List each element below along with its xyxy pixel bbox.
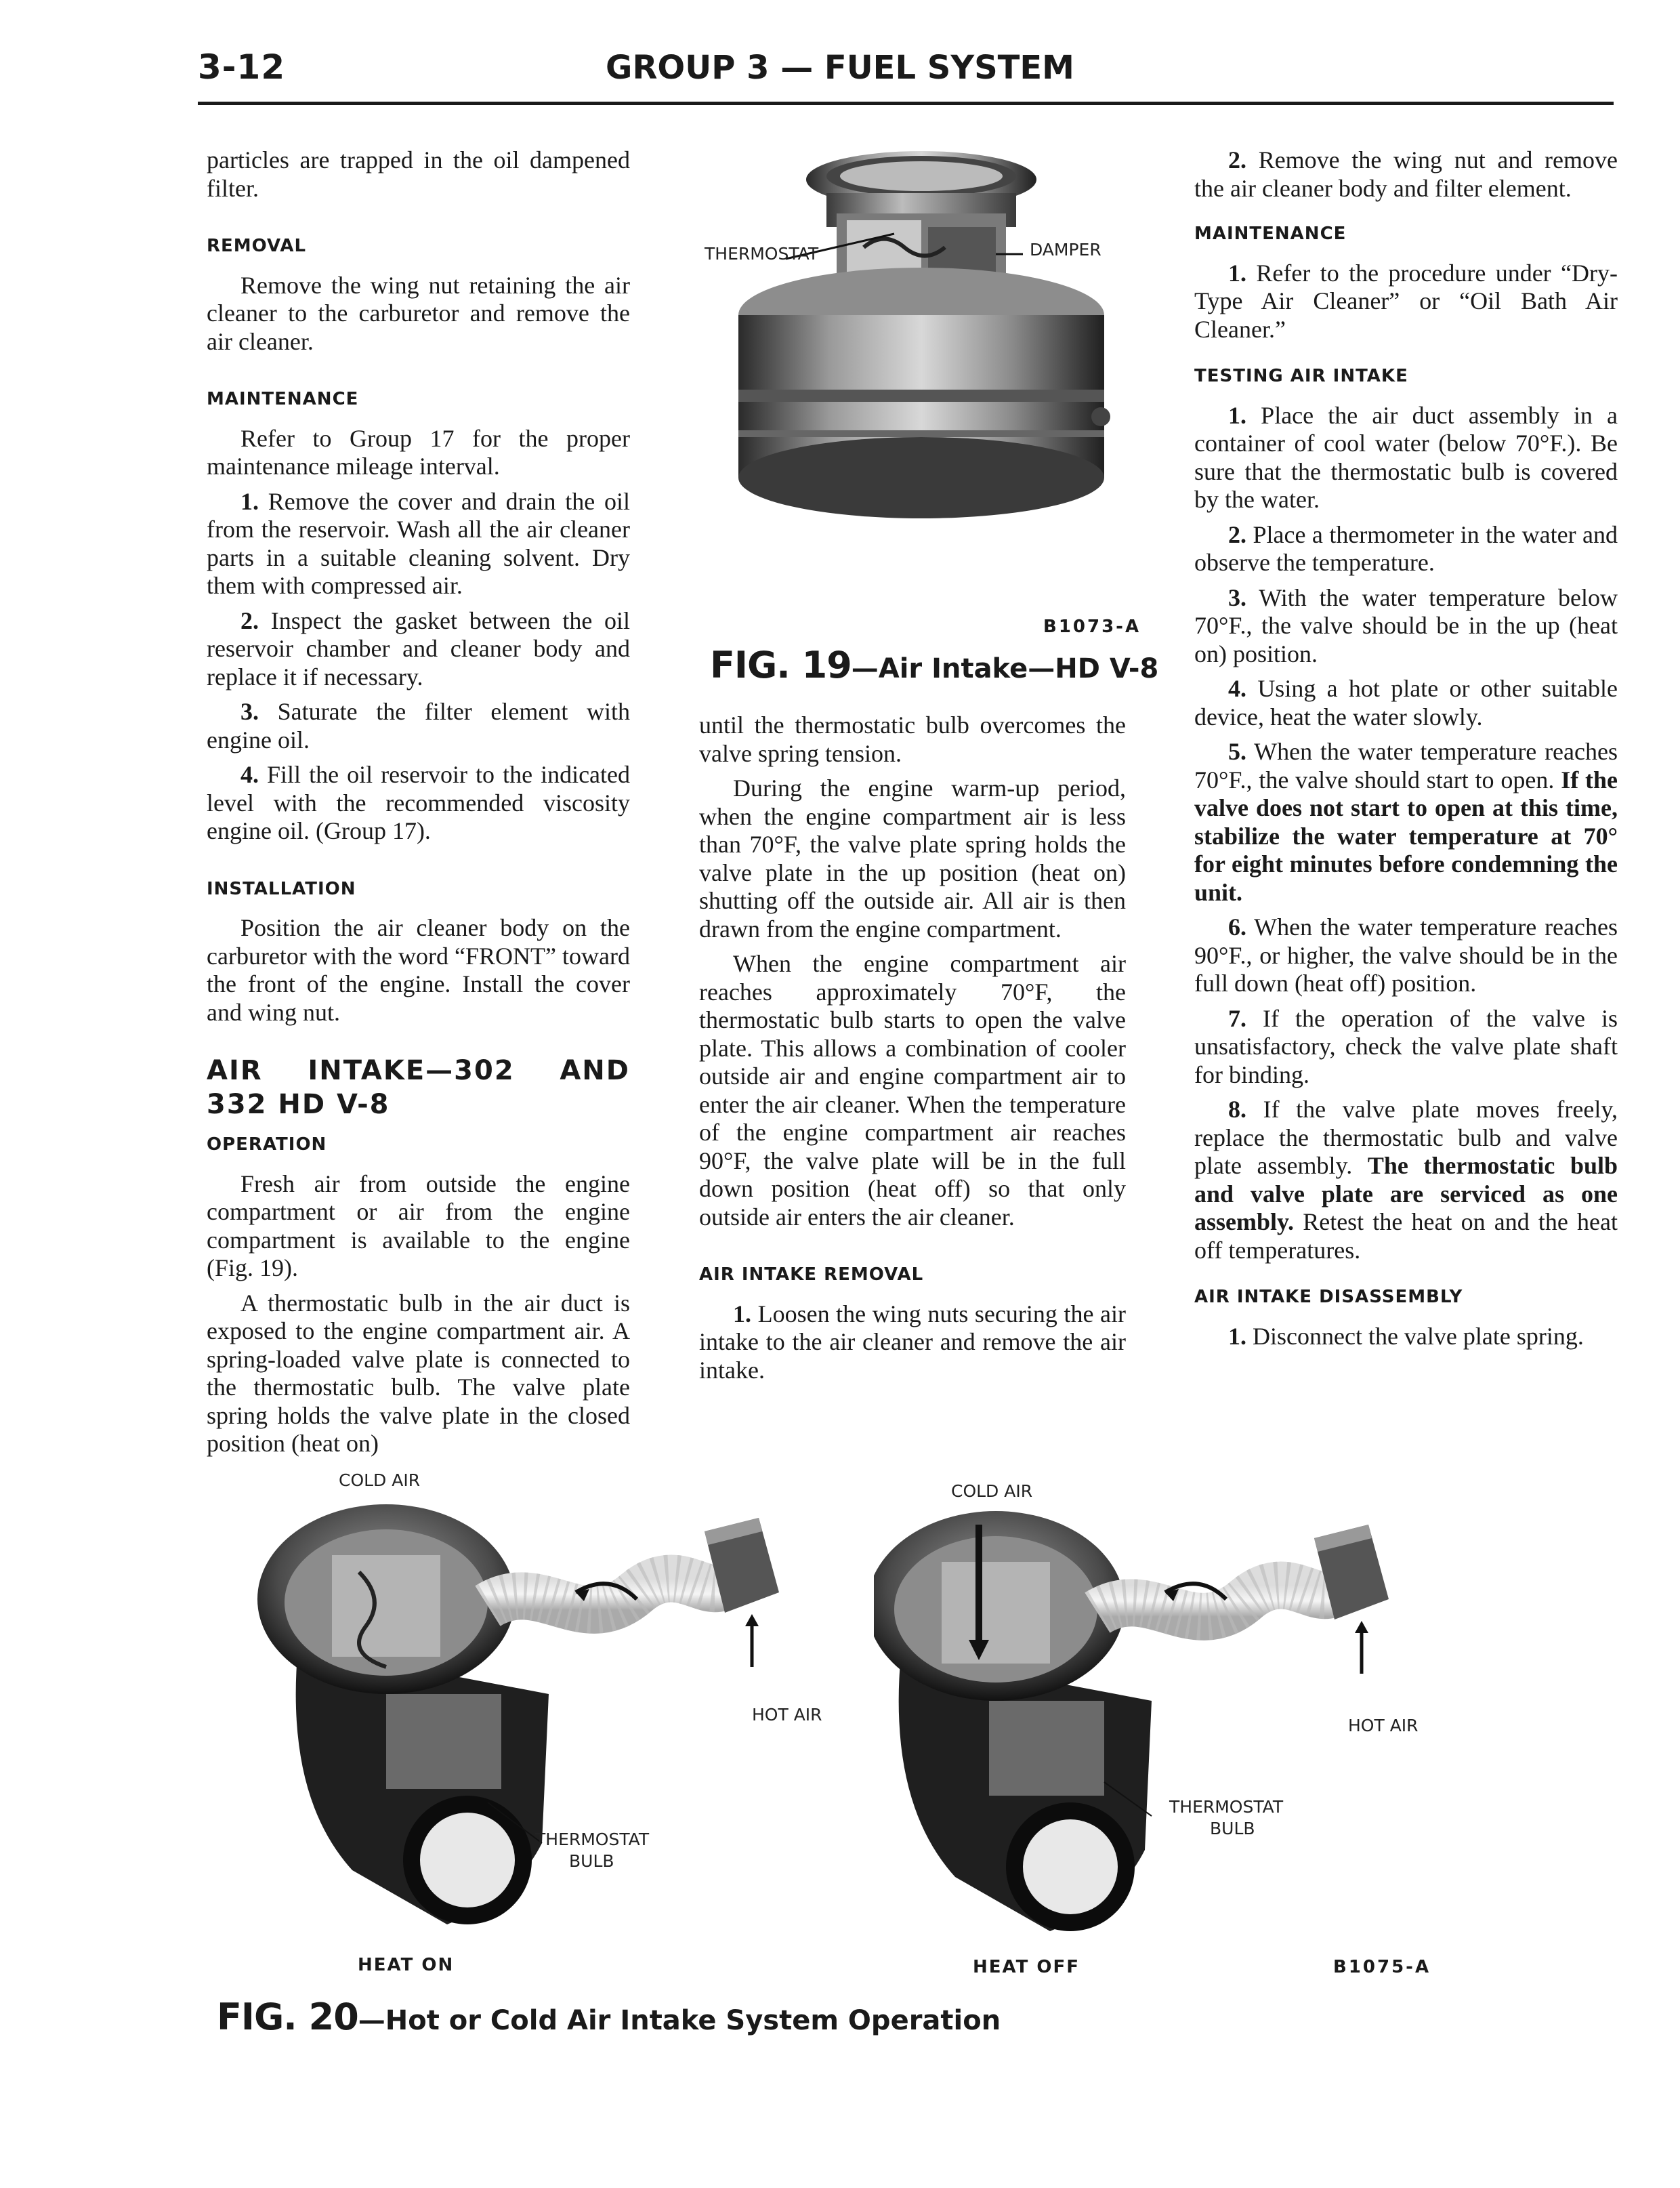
step-item <box>1194 146 1618 203</box>
step-text: Place the air duct assembly in a container of cool water (below 70°F.). Be sure that the thermostatic bulb is covered by the water. <box>1194 401 1618 513</box>
step-text: When the water temperature reaches 90°F., or higher, the valve should be in the full down (heat off) position. <box>1194 913 1618 997</box>
step-item <box>1194 1096 1618 1264</box>
step-text: Fill the oil reservoir to the indicated level with the recommended viscosity engine oil. (Group 17). <box>207 761 631 844</box>
step-item <box>1194 1323 1618 1351</box>
step-text: Using a hot plate or other suitable device, heat the water slowly. <box>1194 675 1618 730</box>
fig20-number: FIG. 20 <box>217 1996 358 2038</box>
heading-installation: INSTALLATION <box>207 878 356 899</box>
fig20-right-cold-air-label: COLD AIR <box>951 1481 1033 1501</box>
step-number: 3. <box>240 698 259 725</box>
step-number: 7. <box>1228 1004 1246 1032</box>
step-number: 1. <box>1228 401 1246 429</box>
paragraph: When the engine compartment air reaches approximately 70°F, the thermostatic bulb starts to open the valve plate. This allows a combination of cooler outside air and engine compartment air to enter the air cleaner. When the temperature of the engine compartment air reaches 90°F, the valve plate will be in the full down position (heat off) so that only outside air enters the air cleaner. <box>699 950 1126 1231</box>
step-number: 2. <box>1228 520 1246 548</box>
step-item <box>1194 913 1618 998</box>
step-text: Retest the heat on and the heat off temperatures. <box>1194 1208 1618 1264</box>
step-number: 3. <box>1228 583 1246 611</box>
paragraph: particles are trapped in the oil dampened filter. <box>207 146 630 202</box>
step-item <box>699 1300 1126 1385</box>
step-text: Inspect the gasket between the oil reservoir chamber and cleaner body and replace it if necessary. <box>207 606 631 690</box>
step-number: 2. <box>240 606 259 634</box>
column-1 <box>207 146 630 1465</box>
fig20-title: —Hot or Cold Air Intake System Operation <box>358 2005 1001 2036</box>
heading-testing-air-intake: TESTING AIR INTAKE <box>1194 366 1408 386</box>
step-number: 4. <box>1228 675 1246 702</box>
step-item <box>207 761 630 846</box>
fig19-label-damper: DAMPER <box>1030 240 1101 260</box>
paragraph: During the engine warm-up period, when the engine compartment air is less than 70°F, the valve plate spring holds the valve plate in the up position (heat on) shutting off the outside air. All air is then drawn from the engine compartment. <box>699 775 1126 943</box>
paragraph: Remove the wing nut retaining the air cleaner to the carburetor and remove the air cleaner. <box>207 271 630 355</box>
step-text: Remove the cover and drain the oil from the reservoir. Wash all the air cleaner parts in a suitable cleaning solvent. Dry them with compressed air. <box>207 487 631 599</box>
fig20-left-bulb-label: BULB <box>569 1851 614 1871</box>
heading-maintenance: MAINTENANCE <box>207 389 359 409</box>
step-text: Refer to the procedure under “Dry-Type Air Cleaner” or “Oil Bath Air Cleaner.” <box>1194 259 1618 343</box>
fig19-label-thermostat: THERMOSTAT <box>705 244 819 264</box>
step-number: 4. <box>240 761 259 788</box>
step-text: Saturate the filter element with engine oil. <box>207 698 630 754</box>
fig19-air-intake-illustration <box>705 146 1138 525</box>
step-text: If the valve plate moves freely, replace the thermostatic bulb and valve plate assembly. <box>1194 1096 1618 1179</box>
section-heading-air-intake: AIR INTAKE—302 AND 332 HD V-8 <box>207 1055 630 1120</box>
step-item <box>1194 260 1618 344</box>
paragraph: Position the air cleaner body on the carburetor with the word “FRONT” toward the front of the engine. Install the cover and wing nut. <box>207 914 630 1026</box>
heading-air-intake-disassembly: AIR INTAKE DISASSEMBLY <box>1194 1287 1463 1307</box>
step-item <box>1194 1005 1618 1090</box>
step-text: Disconnect the valve plate spring. <box>1253 1322 1584 1350</box>
step-item <box>207 607 630 692</box>
page-number: 3-12 <box>198 47 286 87</box>
step-text: If the operation of the valve is unsatisfactory, check the valve plate shaft for binding. <box>1194 1004 1618 1088</box>
step-item <box>1194 675 1618 731</box>
fig20-right-hot-air-label: HOT AIR <box>1348 1716 1419 1735</box>
step-number: 8. <box>1228 1096 1246 1123</box>
step-item <box>1194 584 1618 669</box>
paragraph: A thermostatic bulb in the air duct is exposed to the engine compartment air. A spring-loaded valve plate is connected to the thermostatic bulb. The valve plate spring holds the valve plate in the closed position (heat on) <box>207 1289 630 1457</box>
paragraph: Refer to Group 17 for the proper maintenance mileage interval. <box>207 424 630 480</box>
heading-operation: OPERATION <box>207 1134 327 1155</box>
fig19-code: B1073-A <box>1043 617 1141 637</box>
heading-removal: REMOVAL <box>207 236 307 256</box>
paragraph: until the thermostatic bulb overcomes the valve spring tension. <box>699 711 1126 767</box>
step-number: 1. <box>240 487 259 515</box>
step-item <box>1194 738 1618 907</box>
fig20-right-bulb-label: BULB <box>1210 1819 1255 1838</box>
step-number: 6. <box>1228 913 1246 941</box>
paragraph: Fresh air from outside the engine compartment or air from the engine compartment is available to the engine (Fig. 19). <box>207 1170 630 1281</box>
step-item <box>1194 402 1618 514</box>
step-warning: If the valve does not start to open at this time, stabilize the water temperature at 70° for eight minutes before condemning the unit. <box>1194 766 1618 906</box>
step-text: With the water temperature below 70°F., the valve should be in the up (heat on) position. <box>1194 583 1618 667</box>
step-item <box>207 488 630 600</box>
step-number: 2. <box>1228 146 1246 173</box>
fig20-right-caption: HEAT OFF <box>973 1957 1080 1977</box>
step-item <box>1194 521 1618 577</box>
header-rule <box>198 102 1614 105</box>
column-3 <box>1194 146 1618 1357</box>
step-number: 1. <box>1228 259 1246 287</box>
heading-air-intake-removal: AIR INTAKE REMOVAL <box>699 1264 924 1285</box>
fig19-number: FIG. 19 <box>710 644 852 686</box>
step-number: 1. <box>733 1300 751 1327</box>
step-number: 1. <box>1228 1322 1246 1350</box>
heading-maintenance: MAINTENANCE <box>1194 224 1347 244</box>
column-2 <box>699 711 1126 1391</box>
fig20-right-thermostat-label: THERMOSTAT <box>1169 1797 1284 1817</box>
step-text: Loosen the wing nuts securing the air intake to the air cleaner and remove the air intake. <box>699 1300 1126 1384</box>
step-text: When the water temperature reaches 70°F., the valve should start to open. <box>1194 738 1618 793</box>
fig20-left-thermostat-label: THERMOSTAT <box>535 1830 650 1849</box>
fig20-caption <box>217 1996 1001 2038</box>
running-head: GROUP 3 — FUEL SYSTEM <box>606 49 1074 87</box>
step-text: Place a thermometer in the water and observe the temperature. <box>1194 520 1618 576</box>
step-number: 5. <box>1228 738 1246 765</box>
step-text: Remove the wing nut and remove the air cleaner body and filter element. <box>1194 146 1618 202</box>
fig20-code: B1075-A <box>1333 1957 1431 1977</box>
fig20-left-cold-air-label: COLD AIR <box>339 1470 421 1490</box>
step-item <box>207 698 630 754</box>
fig20-left-hot-air-label: HOT AIR <box>752 1705 822 1725</box>
fig19-caption <box>710 644 1158 686</box>
step-note: The thermostatic bulb and valve plate are serviced as one assembly. <box>1194 1152 1618 1235</box>
fig20-left-caption: HEAT ON <box>358 1955 455 1975</box>
fig19-title: —Air Intake—HD V-8 <box>851 653 1159 684</box>
